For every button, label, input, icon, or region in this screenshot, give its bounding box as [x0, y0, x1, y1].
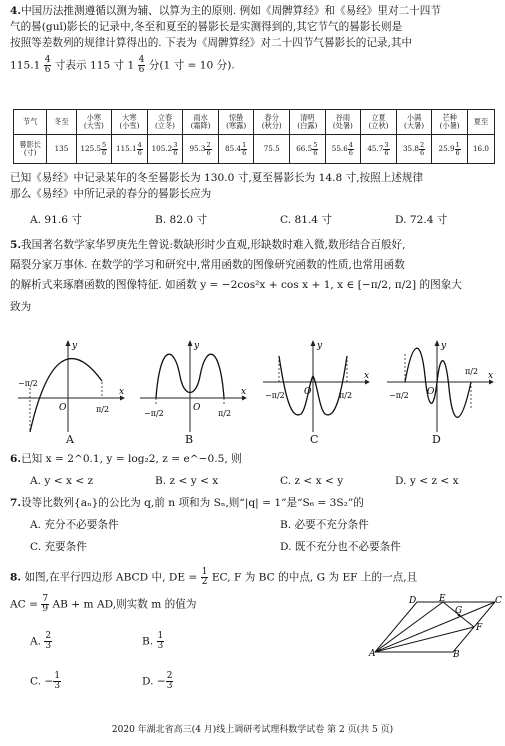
- question-5: [10, 238, 496, 316]
- axis-label-x: x: [241, 387, 247, 397]
- table-cell-term: 春分 (秋分): [254, 110, 290, 135]
- question-number: 6.: [10, 453, 22, 465]
- graph-c[interactable]: [261, 336, 371, 436]
- page-footer: 2020 年湖北省高三(4 月)线上调研考试理科数学试卷 第 2 页(共 5 页): [111, 725, 394, 735]
- axis-label-x: x: [364, 371, 370, 381]
- table-cell-term: 大寒 (小雪): [112, 110, 148, 135]
- fraction: $\frac{2}{6}$: [206, 141, 211, 157]
- option-a[interactable]: A. y < x < z: [30, 475, 94, 487]
- question-text: 我国著名数学家华罗庚先生曾说:数缺形时少直观,形缺数时难入微,数形结合百般好,: [21, 239, 406, 251]
- tick-label-left: −π/2: [144, 409, 164, 418]
- fraction: $\frac{1}{6}$: [455, 141, 460, 157]
- table-cell-term: 清明 (白露): [290, 110, 326, 135]
- table-cell-value: 45.7 $\frac{3}{6}$: [361, 135, 397, 164]
- question-number: 4.: [10, 5, 22, 17]
- axis-label-y: y: [317, 341, 323, 351]
- option-b[interactable]: B. z < y < x: [155, 475, 219, 487]
- question-text: 气的晷(guǐ)影长的记录中,冬至和夏至的晷影长是实测得到的,其它节气的晷影长则是: [10, 20, 403, 33]
- question-4-cont: [10, 171, 496, 203]
- graph-b[interactable]: [138, 336, 248, 436]
- question-number: 8.: [10, 571, 22, 584]
- question-text: 隔裂分家万事休. 在数学的学习和研究中,常用函数的图像研究函数的性质,也常用函数: [10, 258, 405, 271]
- option-b[interactable]: B. $\frac{1}{3}$: [142, 631, 164, 651]
- point-label-g: G: [455, 606, 463, 616]
- gnomon-table: [13, 109, 495, 164]
- question-text: 按照等差数列的规律计算得出的. 下表为《周髀算经》对二十四节气晷影长的记录,其中: [10, 36, 413, 49]
- table-cell-value: 25.9 $\frac{1}{6}$: [432, 135, 468, 164]
- table-header-cell: 节气: [14, 110, 47, 135]
- question-4: [10, 4, 496, 75]
- question-7: [10, 496, 496, 512]
- option-d[interactable]: D. y < z < x: [395, 475, 459, 487]
- table-cell-term: 小满 (大暑): [396, 110, 432, 135]
- tick-label-right: π/2: [465, 367, 479, 376]
- point-label-b: B: [453, 650, 460, 660]
- fraction: $\frac{3}{6}$: [384, 141, 389, 157]
- question-text: 已知《易经》中记录某年的冬至晷影长为 130.0 寸,夏至晷影长为 14.8 寸,按照上述规律: [10, 172, 424, 184]
- table-cell-term: 立春 (立冬): [147, 110, 183, 135]
- option-b[interactable]: B. 必要不充分条件: [280, 519, 369, 531]
- table-cell-value: 105.2 $\frac{3}{6}$: [147, 135, 183, 164]
- question-text: 已知 x = 2^0.1, y = log₂2, z = e^−0.5, 则: [21, 453, 242, 465]
- option-a[interactable]: A. 充分不必要条件: [30, 519, 119, 531]
- option-b[interactable]: B. 82.0 寸: [155, 214, 208, 226]
- table-cell-value: 35.8 $\frac{2}{6}$: [396, 135, 432, 164]
- point-label-f: F: [476, 623, 483, 633]
- axis-label-x: x: [119, 387, 125, 397]
- table-cell-term: 芒种 (小暑): [432, 110, 468, 135]
- table-cell-value: 75.5: [254, 135, 290, 164]
- fraction: $\frac{7}{9}$: [42, 594, 49, 614]
- fraction: $\frac{1}{2}$: [201, 567, 208, 587]
- table-cell-term: 立夏 (立秋): [361, 110, 397, 135]
- question-text: 那么《易经》中所记录的春分的晷影长应为: [10, 187, 212, 200]
- table-row-values: [14, 135, 495, 164]
- origin-label: O: [193, 403, 201, 413]
- fraction: $\frac{5}{6}$: [102, 141, 107, 157]
- origin-label: O: [427, 387, 435, 397]
- point-label-c: C: [495, 596, 502, 606]
- table-row-terms: [14, 110, 495, 135]
- tick-label-left: −π/2: [265, 391, 285, 400]
- table-cell-term: 惊蛰 (寒露): [218, 110, 254, 135]
- graph-label-b: B: [185, 433, 194, 446]
- graph-d[interactable]: [385, 336, 495, 436]
- table-cell-term: 小寒 (大雪): [76, 110, 112, 135]
- table-cell-term: 雨水 (霜降): [183, 110, 219, 135]
- question-number: 5.: [10, 239, 22, 251]
- fraction: $\frac{5}{6}$: [313, 141, 318, 157]
- option-a[interactable]: A. 91.6 寸: [30, 214, 82, 226]
- axis-label-x: x: [488, 371, 494, 381]
- table-cell-value: 135: [47, 135, 76, 164]
- question-number: 7.: [10, 497, 22, 509]
- option-d[interactable]: D. − $\frac{2}{3}$: [142, 671, 173, 691]
- unit-note: 115.1 $\frac{4}{6}$ 寸表示 115 寸 1 $\frac{4}{6}$ 分(1 寸 = 10 分).: [10, 54, 235, 75]
- tick-label-left: −π/2: [18, 379, 38, 388]
- graph-label-d: D: [432, 433, 441, 446]
- graph-label-c: C: [310, 433, 319, 446]
- table-cell-value: 55.6 $\frac{4}{6}$: [325, 135, 361, 164]
- option-a[interactable]: A. $\frac{2}{3}$: [30, 631, 52, 651]
- option-d[interactable]: D. 既不充分也不必要条件: [280, 541, 401, 553]
- question-text: 的解析式来琢磨函数的图像特征. 如函数 y = −2cos²x + cos x + 1, x ∈ [−π/2, π/2] 的图象大: [10, 278, 462, 291]
- tick-label-right: π/2: [218, 409, 232, 418]
- option-c[interactable]: C. 81.4 寸: [280, 214, 333, 226]
- option-c[interactable]: C. 充要条件: [30, 541, 87, 553]
- table-cell-value: 85.4 $\frac{1}{6}$: [218, 135, 254, 164]
- point-label-d: D: [409, 596, 417, 606]
- graph-label-a: A: [66, 433, 74, 446]
- table-header-cell: 晷影长 (寸): [14, 135, 47, 164]
- fraction: $\frac{2}{6}$: [419, 141, 425, 157]
- tick-label-left: −π/2: [389, 391, 409, 400]
- origin-label: O: [304, 387, 312, 397]
- point-label-e: E: [439, 594, 446, 604]
- question-8: 8. 如图,在平行四边形 ABCD 中, DE = $\frac{1}{2}$ EC, F 为 BC 的中点, G 为 EF 上的一点,且 AC = $\frac{7}{9}$ AB + m AD,则实数 m 的值为: [10, 567, 418, 614]
- question-text: 致为: [10, 300, 32, 313]
- fraction: $\frac{1}{6}$: [242, 141, 247, 157]
- tick-label-right: π/2: [96, 405, 110, 414]
- table-cell-value: 95.3 $\frac{2}{6}$: [183, 135, 219, 164]
- axis-label-y: y: [194, 341, 200, 351]
- table-cell-value: 125.5 $\frac{5}{6}$: [76, 135, 112, 164]
- axis-label-y: y: [441, 341, 447, 351]
- axis-label-y: y: [72, 341, 78, 351]
- tick-label-right: π/2: [339, 391, 353, 400]
- question-6: [10, 452, 496, 468]
- fraction: $\frac{3}{6}$: [173, 141, 178, 157]
- option-c[interactable]: C. z < x < y: [280, 475, 344, 487]
- origin-label: O: [59, 403, 67, 413]
- fraction: $\frac{4}{6}$: [44, 54, 51, 75]
- fraction: $\frac{4}{6}$: [137, 141, 142, 157]
- point-label-a: A: [369, 649, 376, 659]
- question-text: 中国历法推测遵循以测为辅、以算为主的原则. 例如《周髀算经》和《易经》里对二十四节: [21, 5, 441, 17]
- option-d[interactable]: D. 72.4 寸: [395, 214, 448, 226]
- fraction: $\frac{4}{6}$: [348, 141, 353, 157]
- parallelogram-figure: [369, 594, 502, 660]
- table-cell-term: 冬至: [47, 110, 76, 135]
- option-c[interactable]: C. − $\frac{1}{3}$: [30, 671, 61, 691]
- question-text: 设等比数列{aₙ}的公比为 q,前 n 项和为 Sₙ,则“|q| = 1”是“S₆ = 3S₂”的: [21, 497, 364, 509]
- table-cell-term: 谷雨 (处暑): [325, 110, 361, 135]
- fraction: $\frac{4}{6}$: [138, 54, 145, 75]
- table-cell-value: 66.5 $\frac{5}{6}$: [290, 135, 326, 164]
- table-cell-value: 16.0: [467, 135, 494, 164]
- graph-a[interactable]: [16, 336, 126, 436]
- table-cell-value: 115.1 $\frac{4}{6}$: [112, 135, 148, 164]
- table-cell-term: 夏至: [467, 110, 494, 135]
